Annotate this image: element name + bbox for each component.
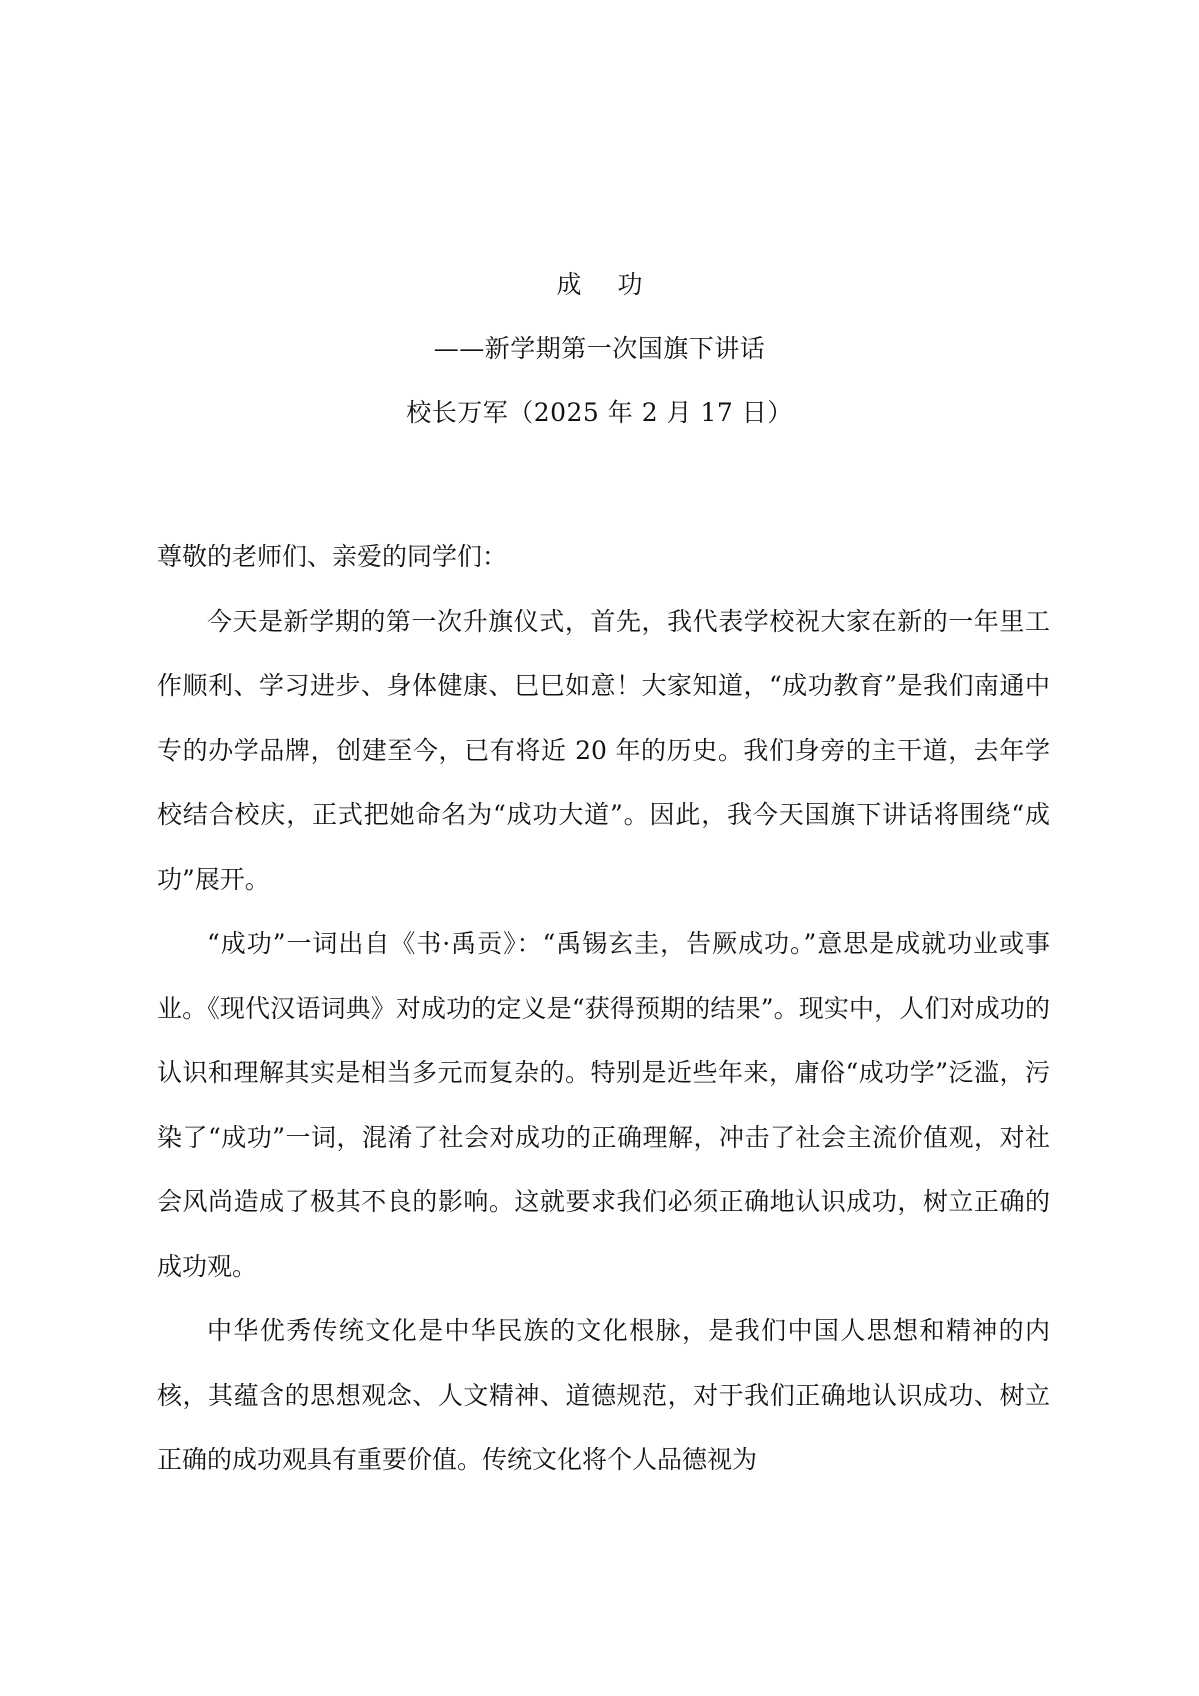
paragraph: “成功”一词出自《书·禹贡》：“禹锡玄圭，告厥成功。”意思是成就功业或事业。《现代汉语词典》对成功的定义是“获得预期的结果”。现实中，人们对成功的认识和理解其实是相当多元而复杂的。特别是近些年来，庸俗“成功学”泛滥，污染了“成功”一词，混淆了社会对成功的正确理解，冲击了社会主流价值观，对社会风尚造成了极其不良的影响。这就要求我们必须正确地认识成功，树立正确的成功观。 xyxy=(157,929,1050,1281)
heading-block xyxy=(0,268,1199,430)
paragraph: 中华优秀传统文化是中华民族的文化根脉，是我们中国人思想和精神的内核，其蕴含的思想观念、人文精神、道德规范，对于我们正确地认识成功、树立正确的成功观具有重要价值。传统文化将个人品德视为 xyxy=(157,1316,1050,1474)
body-text xyxy=(157,525,1050,1493)
paragraph: 今天是新学期的第一次升旗仪式，首先，我代表学校祝大家在新的一年里工作顺利、学习进步、身体健康、巳巳如意！大家知道，“成功教育”是我们南通中专的办学品牌，创建至今，已有将近 20 年的历史。我们身旁的主干道，去年学校结合校庆，正式把她命名为“成功大道”。因此，我今天国旗下讲话将围绕“成功”展开。 xyxy=(157,606,1050,894)
document-byline: 校长万军（2025 年 2 月 17 日） xyxy=(406,398,793,427)
salutation: 尊敬的老师们、亲爱的同学们： xyxy=(157,542,508,571)
document-title: 成 功 xyxy=(556,270,657,299)
document-subtitle: ——新学期第一次国旗下讲话 xyxy=(433,334,766,363)
